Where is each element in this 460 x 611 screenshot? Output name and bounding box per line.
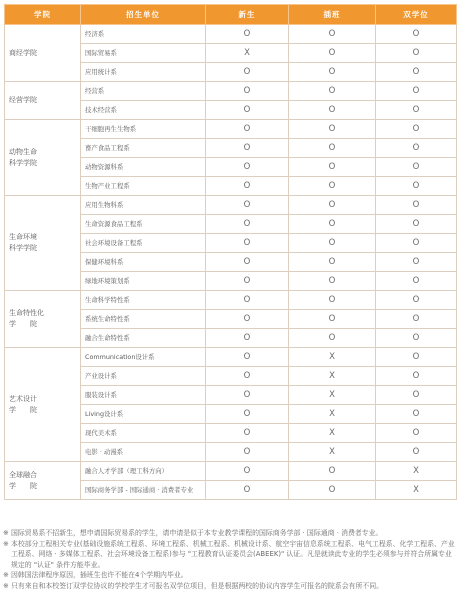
dual-degree-mark: O bbox=[376, 63, 457, 82]
department-name: 产业设计系 bbox=[81, 367, 206, 386]
dual-degree-mark: O bbox=[376, 443, 457, 462]
transfer-mark: X bbox=[289, 367, 376, 386]
department-name: Communication设计系 bbox=[81, 348, 206, 367]
dual-degree-mark: O bbox=[376, 44, 457, 63]
department-name: 畜产食品工程系 bbox=[81, 139, 206, 158]
dual-degree-mark: O bbox=[376, 82, 457, 101]
admissions-table bbox=[4, 4, 457, 500]
dual-degree-mark: O bbox=[376, 234, 457, 253]
dual-degree-mark: O bbox=[376, 25, 457, 44]
table-row bbox=[5, 25, 457, 44]
freshman-mark: O bbox=[206, 158, 289, 177]
admissions-table-container bbox=[4, 4, 456, 500]
transfer-mark: O bbox=[289, 310, 376, 329]
footnote: ※ 因韩国法律程序原因，插班生也许不能在4个学期内毕业。 bbox=[3, 571, 188, 580]
transfer-mark: X bbox=[289, 405, 376, 424]
college-name: 艺术设计 学 院 bbox=[5, 348, 81, 462]
freshman-mark: O bbox=[206, 348, 289, 367]
transfer-mark: O bbox=[289, 196, 376, 215]
footnotes bbox=[3, 528, 457, 592]
dual-degree-mark: O bbox=[376, 253, 457, 272]
dual-degree-mark: O bbox=[376, 310, 457, 329]
transfer-mark: O bbox=[289, 120, 376, 139]
transfer-mark: O bbox=[289, 177, 376, 196]
table-row bbox=[5, 82, 457, 101]
dual-degree-mark: O bbox=[376, 367, 457, 386]
college-name: 全球融合 学 院 bbox=[5, 462, 81, 500]
transfer-mark: O bbox=[289, 25, 376, 44]
dual-degree-mark: O bbox=[376, 424, 457, 443]
department-name: 干细胞再生生物系 bbox=[81, 120, 206, 139]
transfer-mark: O bbox=[289, 481, 376, 500]
freshman-mark: O bbox=[206, 291, 289, 310]
transfer-mark: X bbox=[289, 443, 376, 462]
freshman-mark: O bbox=[206, 196, 289, 215]
dual-degree-mark: O bbox=[376, 386, 457, 405]
transfer-mark: X bbox=[289, 348, 376, 367]
transfer-mark: O bbox=[289, 329, 376, 348]
department-name: 现代美术系 bbox=[81, 424, 206, 443]
department-name: 保健环境科系 bbox=[81, 253, 206, 272]
freshman-mark: O bbox=[206, 234, 289, 253]
department-name: 应用统计系 bbox=[81, 63, 206, 82]
freshman-mark: X bbox=[206, 44, 289, 63]
header-college: 学院 bbox=[5, 5, 81, 25]
header-transfer: 插班 bbox=[289, 5, 376, 25]
transfer-mark: X bbox=[289, 386, 376, 405]
department-name: 动物资源科系 bbox=[81, 158, 206, 177]
transfer-mark: O bbox=[289, 44, 376, 63]
dual-degree-mark: O bbox=[376, 329, 457, 348]
table-row bbox=[5, 462, 457, 481]
dual-degree-mark: O bbox=[376, 196, 457, 215]
dual-degree-mark: O bbox=[376, 101, 457, 120]
freshman-mark: O bbox=[206, 443, 289, 462]
department-name: 经营系 bbox=[81, 82, 206, 101]
dual-degree-mark: O bbox=[376, 405, 457, 424]
freshman-mark: O bbox=[206, 405, 289, 424]
dual-degree-mark: O bbox=[376, 291, 457, 310]
department-name: 生命资源食品工程系 bbox=[81, 215, 206, 234]
table-row bbox=[5, 291, 457, 310]
table-header-row bbox=[5, 5, 457, 25]
dual-degree-mark: O bbox=[376, 215, 457, 234]
dual-degree-mark: O bbox=[376, 177, 457, 196]
transfer-mark: O bbox=[289, 101, 376, 120]
transfer-mark: O bbox=[289, 234, 376, 253]
freshman-mark: O bbox=[206, 101, 289, 120]
department-name: 绿地环境策划系 bbox=[81, 272, 206, 291]
freshman-mark: O bbox=[206, 367, 289, 386]
transfer-mark: O bbox=[289, 82, 376, 101]
dual-degree-mark: O bbox=[376, 272, 457, 291]
department-name: 经济系 bbox=[81, 25, 206, 44]
freshman-mark: O bbox=[206, 82, 289, 101]
table-row bbox=[5, 196, 457, 215]
department-name: 融合生命特性系 bbox=[81, 329, 206, 348]
department-name: 生物产业工程系 bbox=[81, 177, 206, 196]
transfer-mark: O bbox=[289, 462, 376, 481]
footnote: ※ 本校部分工程相关专业(基础设施系统工程系、环境工程系、机械工程系、机械设计系、航空宇宙信息系统工程系、电气工程系、化学工程系、产业工程系、网络 · 多媒体工程系、社会环境设备工程系)参与 "工程教育认证委员会(ABEEK)" 认证。凡是就读此专业的学生必须参与并符合所属专业规定的 "认证" 条件方能毕业。 bbox=[3, 539, 455, 569]
header-dual-degree: 双学位 bbox=[376, 5, 457, 25]
college-name: 动物生命 科学学院 bbox=[5, 120, 81, 196]
table-body bbox=[5, 25, 457, 500]
freshman-mark: O bbox=[206, 329, 289, 348]
freshman-mark: O bbox=[206, 310, 289, 329]
freshman-mark: O bbox=[206, 177, 289, 196]
table-row bbox=[5, 348, 457, 367]
department-name: Living设计系 bbox=[81, 405, 206, 424]
department-name: 应用生物科系 bbox=[81, 196, 206, 215]
college-name: 生命特性化 学 院 bbox=[5, 291, 81, 348]
department-name: 电影 · 动漫系 bbox=[81, 443, 206, 462]
dual-degree-mark: O bbox=[376, 139, 457, 158]
college-name: 生命环境 科学学院 bbox=[5, 196, 81, 291]
transfer-mark: O bbox=[289, 158, 376, 177]
transfer-mark: O bbox=[289, 63, 376, 82]
freshman-mark: O bbox=[206, 25, 289, 44]
header-freshman: 新生 bbox=[206, 5, 289, 25]
footnote: ※ 只有来自和本校签订双学位协议的学校学生才可报名双学位项目，但是根据两校的协议内容学生可报名的院系会有所不同。 bbox=[3, 581, 384, 590]
table-row bbox=[5, 120, 457, 139]
department-name: 融合人才学部（理工科方向） bbox=[81, 462, 206, 481]
department-name: 国际商务学部 - 国际通商 · 消费者专业 bbox=[81, 481, 206, 500]
freshman-mark: O bbox=[206, 424, 289, 443]
freshman-mark: O bbox=[206, 386, 289, 405]
freshman-mark: O bbox=[206, 215, 289, 234]
dual-degree-mark: O bbox=[376, 120, 457, 139]
freshman-mark: O bbox=[206, 120, 289, 139]
college-name: 商经学院 bbox=[5, 25, 81, 82]
dual-degree-mark: O bbox=[376, 158, 457, 177]
header-department: 招生单位 bbox=[81, 5, 206, 25]
department-name: 系统生命特性系 bbox=[81, 310, 206, 329]
department-name: 社会环境设备工程系 bbox=[81, 234, 206, 253]
transfer-mark: O bbox=[289, 253, 376, 272]
freshman-mark: O bbox=[206, 272, 289, 291]
department-name: 国际贸易系 bbox=[81, 44, 206, 63]
transfer-mark: O bbox=[289, 139, 376, 158]
freshman-mark: O bbox=[206, 139, 289, 158]
department-name: 服装设计系 bbox=[81, 386, 206, 405]
dual-degree-mark: O bbox=[376, 348, 457, 367]
freshman-mark: O bbox=[206, 253, 289, 272]
college-name: 经营学院 bbox=[5, 82, 81, 120]
freshman-mark: O bbox=[206, 63, 289, 82]
footnote: ※ 国际贸易系不招新生，想申请国际贸易系的学生，请申请是似于本专业教学课程的国际商务学部 · 国际通商 · 消费者专业。 bbox=[3, 529, 383, 537]
transfer-mark: O bbox=[289, 291, 376, 310]
freshman-mark: O bbox=[206, 462, 289, 481]
department-name: 技术经营系 bbox=[81, 101, 206, 120]
transfer-mark: O bbox=[289, 215, 376, 234]
transfer-mark: O bbox=[289, 272, 376, 291]
transfer-mark: X bbox=[289, 424, 376, 443]
dual-degree-mark: X bbox=[376, 481, 457, 500]
freshman-mark: O bbox=[206, 481, 289, 500]
dual-degree-mark: X bbox=[376, 462, 457, 481]
department-name: 生命科学特性系 bbox=[81, 291, 206, 310]
